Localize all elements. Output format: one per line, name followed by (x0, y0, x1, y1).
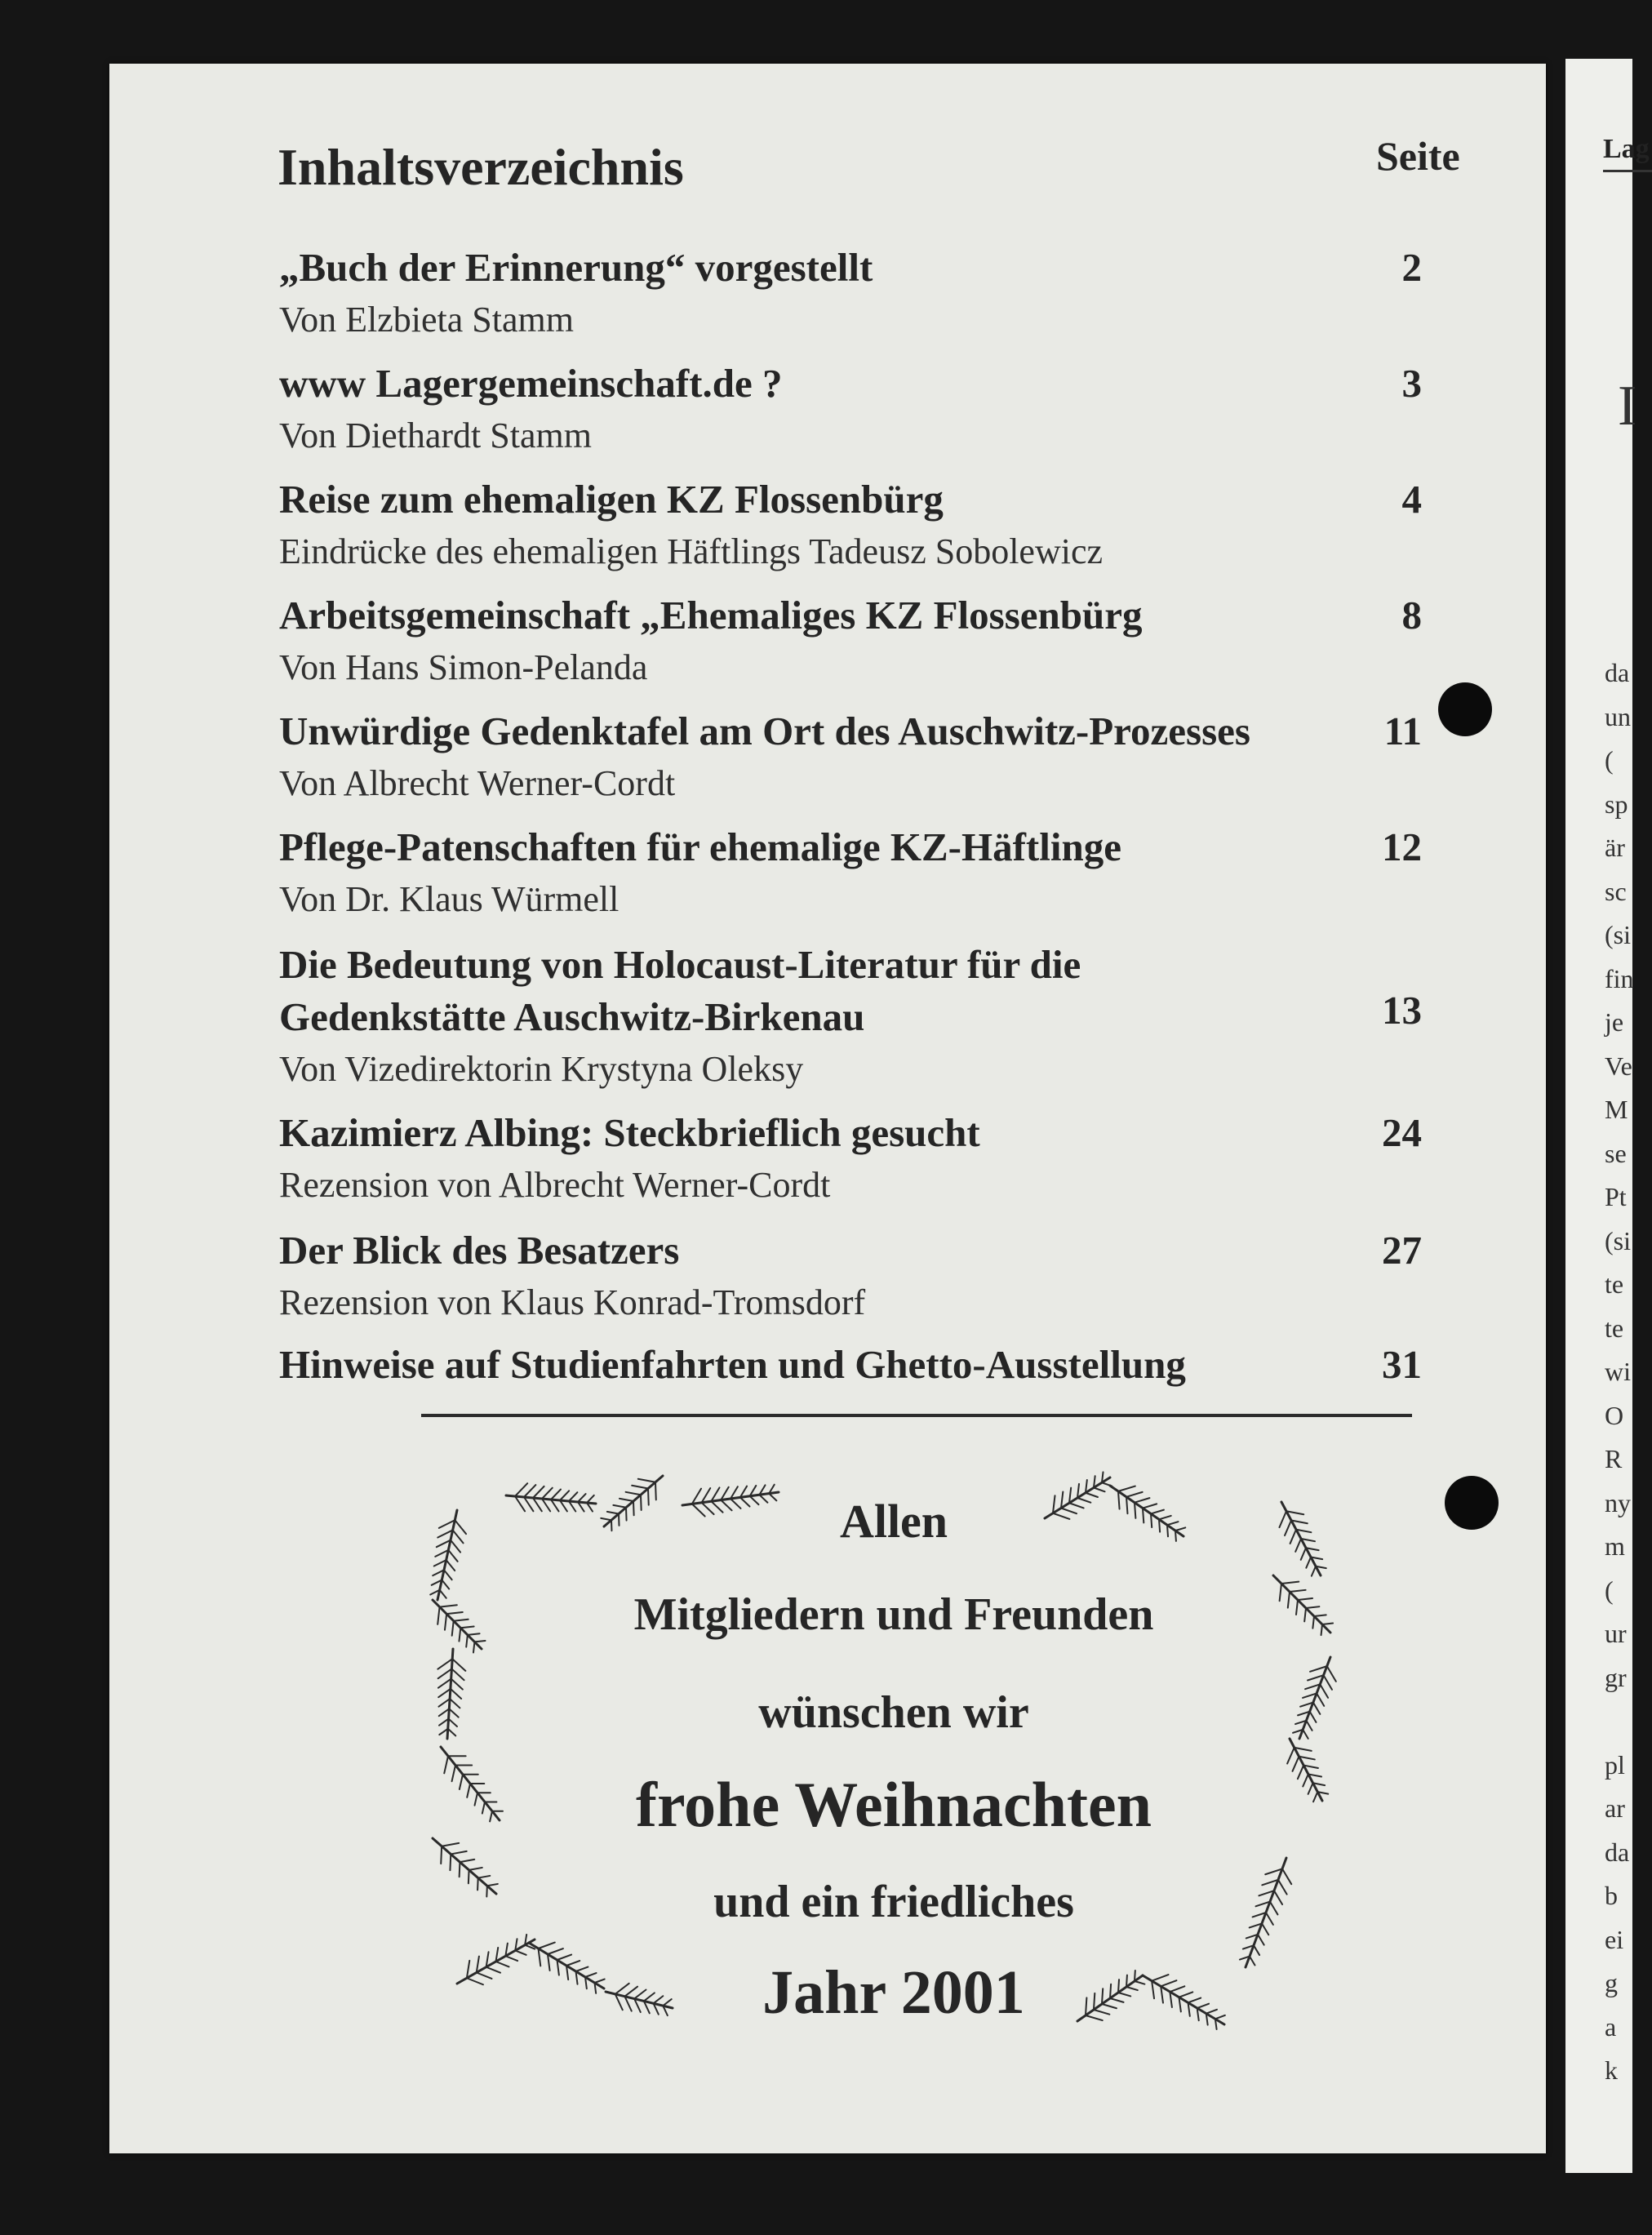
greeting-line-1: Allen (839, 1495, 948, 1548)
entry-title: Pflege-Patenschaften für ehemalige KZ-Häftlinge (279, 824, 1121, 869)
greeting-line-2: Mitgliedern und Freunden (633, 1589, 1154, 1640)
greeting-line-5: und ein friedliches (713, 1877, 1074, 1927)
adjacent-page-fragment: Ve (1605, 1051, 1632, 1081)
adjacent-page-fragment: är (1605, 833, 1625, 862)
adjacent-page-fragment: da (1605, 1837, 1630, 1867)
adjacent-page-fragment: Pt (1605, 1182, 1627, 1211)
entry-author: Rezension von Albrecht Werner-Cordt (279, 1165, 831, 1205)
toc-title: Inhaltsverzeichnis (278, 138, 684, 196)
entry-title: Reise zum ehemaligen KZ Flossenbürg (279, 477, 944, 522)
adjacent-page-fragment: R (1605, 1444, 1623, 1473)
adjacent-page-fragment: wi (1605, 1357, 1631, 1386)
entry-page: 24 (1382, 1110, 1422, 1155)
entry-page: 27 (1382, 1228, 1422, 1273)
adjacent-page-fragment: m (1605, 1531, 1625, 1561)
adjacent-page-fragment: k (1605, 2055, 1618, 2085)
entry-page: 8 (1401, 593, 1422, 638)
entry-page: 12 (1382, 824, 1422, 869)
greeting-line-6: Jahr 2001 (762, 1958, 1025, 2027)
adjacent-page-fragment: sc (1605, 876, 1627, 906)
adjacent-page-fragment: ar (1605, 1793, 1625, 1823)
entry-author: Von Diethardt Stamm (279, 415, 592, 455)
adjacent-page-fragment: O (1605, 1400, 1624, 1430)
adjacent-page-fragment: te (1605, 1269, 1624, 1299)
entry-author: Von Elzbieta Stamm (279, 300, 574, 340)
adjacent-page-fragment: fin (1605, 963, 1634, 993)
adjacent-page-fragment: (si (1605, 1225, 1631, 1255)
greeting-line-3: wünschen wir (758, 1687, 1029, 1738)
entry-title: „Buch der Erinnerung“ vorgestellt (279, 245, 873, 290)
entry-author: Rezension von Klaus Konrad-Tromsdorf (279, 1282, 866, 1322)
entry-page: 13 (1382, 988, 1422, 1033)
entry-title: www Lagergemeinschaft.de ? (279, 361, 783, 406)
page-column-header: Seite (1376, 133, 1460, 179)
entry-title: Der Blick des Besatzers (279, 1228, 680, 1273)
entry-title-line1: Die Bedeutung von Holocaust-Literatur für die (279, 942, 1081, 987)
entry-author: Eindrücke des ehemaligen Häftlings Tadeusz Sobolewicz (279, 531, 1104, 571)
adjacent-page-fragment: se (1605, 1138, 1627, 1168)
entry-page: 3 (1401, 361, 1422, 406)
adjacent-page-fragment: ny (1605, 1487, 1631, 1517)
adjacent-page-fragment: un (1605, 701, 1631, 731)
entry-title: Arbeitsgemeinschaft „Ehemaliges KZ Flossenbürg (279, 593, 1143, 638)
entry-title: Hinweise auf Studienfahrten und Ghetto-Ausstellung (279, 1342, 1186, 1387)
entry-author: Von Vizedirektorin Krystyna Oleksy (279, 1049, 804, 1089)
greeting-line-4: frohe Weihnachten (636, 1769, 1152, 1840)
adjacent-page-fragment: pl (1605, 1749, 1625, 1780)
adjacent-page-fragment: ei (1605, 1924, 1624, 1954)
adjacent-page-fragment: te (1605, 1313, 1624, 1343)
adjacent-page-fragment: b (1605, 1881, 1618, 1910)
adjacent-page-fragment: je (1605, 1007, 1624, 1037)
adjacent-page-fragment: a (1605, 2011, 1617, 2042)
adjacent-page-fragment: ( (1605, 1575, 1614, 1605)
entry-author: Von Dr. Klaus Würmell (279, 879, 620, 919)
adjacent-page-initial: I (1618, 375, 1637, 438)
entry-title: Kazimierz Albing: Steckbrieflich gesucht (279, 1110, 980, 1155)
entry-title-line2: Gedenkstätte Auschwitz-Birkenau (279, 994, 865, 1039)
adjacent-page-fragment: (si (1605, 920, 1631, 949)
entry-page: 4 (1401, 477, 1422, 522)
entry-author: Von Albrecht Werner-Cordt (279, 763, 676, 803)
adjacent-page-fragment: ( (1605, 745, 1614, 775)
entry-page: 31 (1382, 1342, 1422, 1387)
entry-author: Von Hans Simon-Pelanda (279, 647, 648, 687)
adjacent-page-fragment: g (1605, 1968, 1618, 1997)
adjacent-page-header: Lag (1603, 134, 1650, 164)
adjacent-page-fragment: gr (1605, 1662, 1627, 1692)
adjacent-page-fragment: M (1605, 1095, 1628, 1124)
adjacent-page-fragment: da (1605, 658, 1630, 687)
entry-title: Unwürdige Gedenktafel am Ort des Auschwitz-Prozesses (279, 709, 1250, 753)
adjacent-page-fragment: sp (1605, 789, 1628, 819)
entry-page: 2 (1401, 245, 1422, 290)
entry-page: 11 (1383, 709, 1422, 753)
adjacent-page-fragment: ur (1605, 1619, 1627, 1648)
